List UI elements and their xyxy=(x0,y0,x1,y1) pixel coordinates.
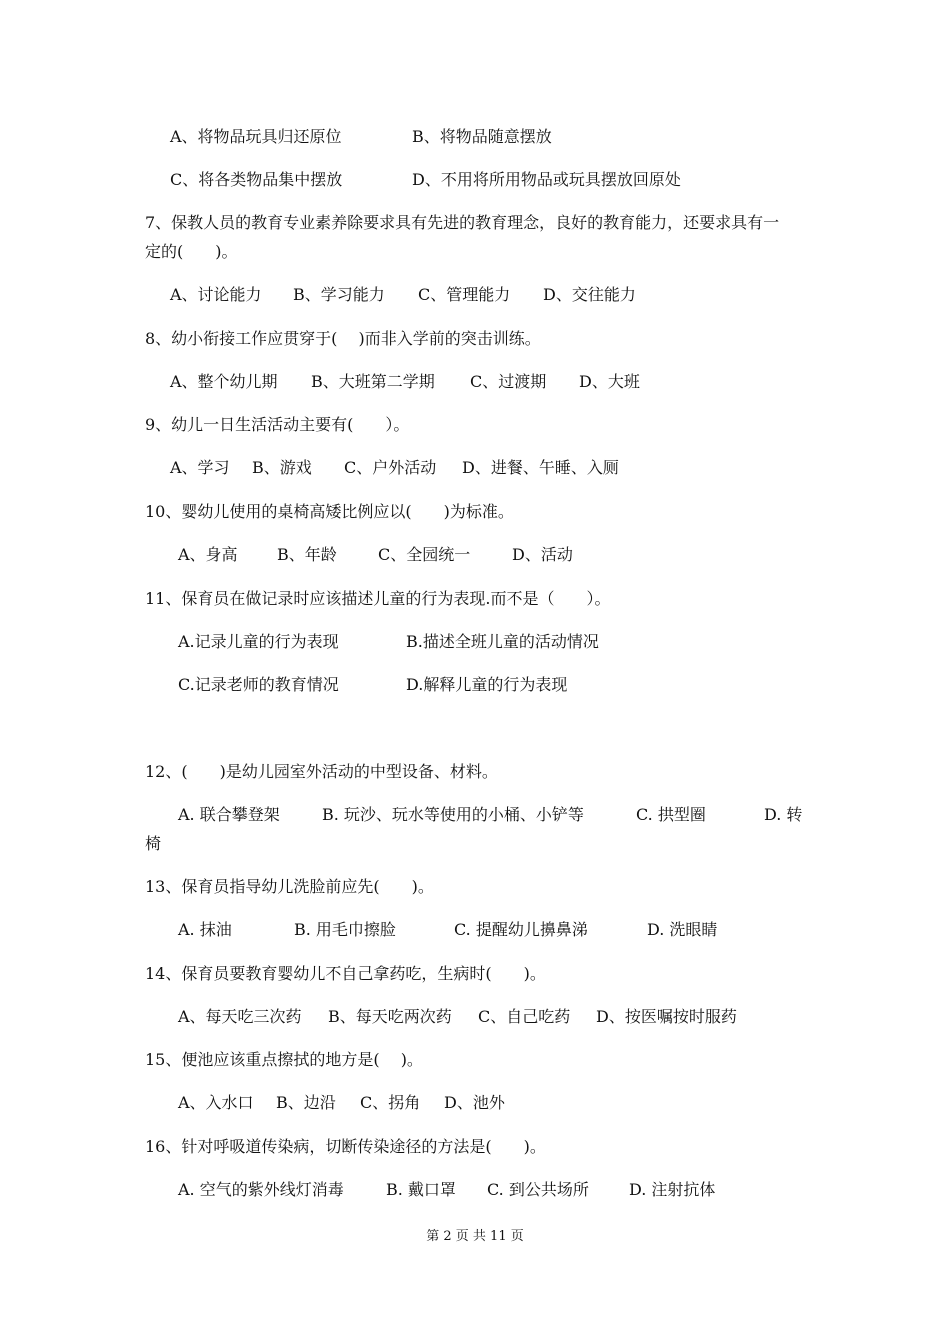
q8-option-d: D、大班 xyxy=(579,372,640,391)
q15-option-d: D、池外 xyxy=(444,1093,505,1112)
q13-option-c: C. 提醒幼儿擤鼻涕 xyxy=(454,920,588,939)
q8-option-c: C、过渡期 xyxy=(470,372,547,391)
q11-stem: 11、保育员在做记录时应该描述儿童的行为表现.而不是（ ）。 xyxy=(145,589,611,608)
q11-option-b: B.描述全班儿童的活动情况 xyxy=(406,632,599,651)
q6-option-c: C、将各类物品集中摆放 xyxy=(170,170,343,189)
q7-option-b: B、学习能力 xyxy=(293,285,385,304)
q14-option-a: A、每天吃三次药 xyxy=(178,1007,302,1026)
q7-stem-line2: 定的( )。 xyxy=(145,242,238,261)
q7-option-a: A、讨论能力 xyxy=(170,285,262,304)
q10-option-c: C、全园统一 xyxy=(378,545,471,564)
q15-option-c: C、拐角 xyxy=(360,1093,421,1112)
q14-option-b: B、每天吃两次药 xyxy=(328,1007,452,1026)
q9-option-c: C、户外活动 xyxy=(344,458,437,477)
q8-option-a: A、整个幼儿期 xyxy=(170,372,278,391)
q7-option-c: C、管理能力 xyxy=(418,285,511,304)
q11-option-c: C.记录老师的教育情况 xyxy=(178,675,339,694)
q14-option-c: C、自己吃药 xyxy=(478,1007,571,1026)
q8-stem: 8、幼小衔接工作应贯穿于( )而非入学前的突击训练。 xyxy=(145,329,541,348)
q16-option-c: C. 到公共场所 xyxy=(487,1180,589,1199)
q15-option-b: B、边沿 xyxy=(276,1093,336,1112)
q15-stem: 15、便池应该重点擦拭的地方是( )。 xyxy=(145,1050,423,1069)
q12-option-d-continued: 椅 xyxy=(145,834,162,853)
q7-stem-line1: 7、保教人员的教育专业素养除要求具有先进的教育理念，良好的教育能力，还要求具有一 xyxy=(145,213,780,232)
q11-option-a: A.记录儿童的行为表现 xyxy=(178,632,339,651)
q14-option-d: D、按医嘱按时服药 xyxy=(596,1007,737,1026)
q14-stem: 14、保育员要教育婴幼儿不自己拿药吃，生病时( )。 xyxy=(145,964,546,983)
q9-option-b: B、游戏 xyxy=(252,458,312,477)
q12-stem: 12、( )是幼儿园室外活动的中型设备、材料。 xyxy=(145,762,498,781)
q16-option-b: B. 戴口罩 xyxy=(386,1180,456,1199)
q6-option-a: A、将物品玩具归还原位 xyxy=(170,127,342,146)
q13-stem: 13、保育员指导幼儿洗脸前应先( )。 xyxy=(145,877,434,896)
page-number-footer: 第 2 页 共 11 页 xyxy=(426,1229,524,1244)
q12-option-c: C. 拱型圈 xyxy=(636,805,706,824)
q6-option-b: B、将物品随意摆放 xyxy=(412,127,552,146)
q13-option-d: D. 洗眼睛 xyxy=(647,920,718,939)
q9-option-a: A、学习 xyxy=(170,458,230,477)
q10-option-a: A、身高 xyxy=(178,545,238,564)
q12-option-d: D. 转 xyxy=(764,805,803,824)
q12-option-a: A. 联合攀登架 xyxy=(178,805,280,824)
q13-option-a: A. 抹油 xyxy=(178,920,232,939)
q12-option-b: B. 玩沙、玩水等使用的小桶、小铲等 xyxy=(322,805,584,824)
q6-option-d: D、不用将所用物品或玩具摆放回原处 xyxy=(412,170,681,189)
q15-option-a: A、入水口 xyxy=(178,1093,254,1112)
q13-option-b: B. 用毛巾擦脸 xyxy=(294,920,396,939)
q16-option-a: A. 空气的紫外线灯消毒 xyxy=(178,1180,344,1199)
q8-option-b: B、大班第二学期 xyxy=(311,372,435,391)
q16-option-d: D. 注射抗体 xyxy=(629,1180,716,1199)
q10-stem: 10、婴幼儿使用的桌椅高矮比例应以( )为标准。 xyxy=(145,502,514,521)
q10-option-d: D、活动 xyxy=(512,545,573,564)
q11-option-d: D.解释儿童的行为表现 xyxy=(406,675,568,694)
q10-option-b: B、年龄 xyxy=(277,545,337,564)
q16-stem: 16、针对呼吸道传染病，切断传染途径的方法是( )。 xyxy=(145,1137,546,1156)
q9-stem: 9、幼儿一日生活活动主要有( ）。 xyxy=(145,415,410,434)
q7-option-d: D、交往能力 xyxy=(543,285,636,304)
q9-option-d: D、进餐、午睡、入厕 xyxy=(462,458,619,477)
